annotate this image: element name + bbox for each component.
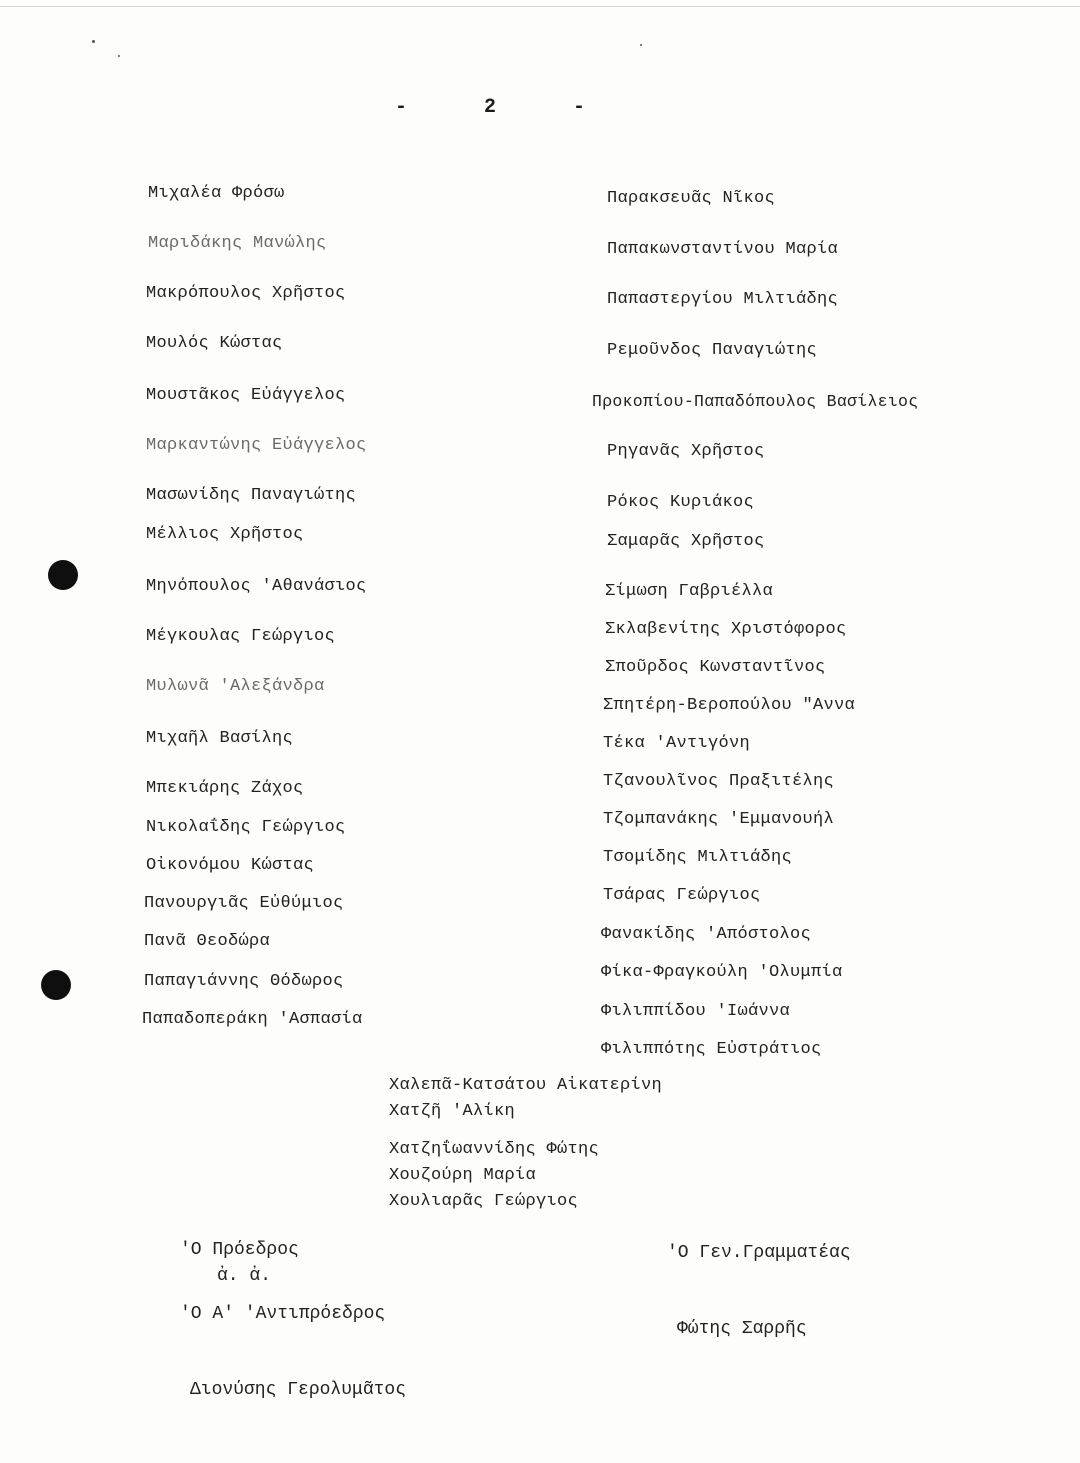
member-name: Παρακσευᾶς Νῖκος	[607, 189, 776, 208]
member-name: Ρηγανᾶς Χρῆστος	[607, 442, 765, 461]
member-name: Χαλεπᾶ-Κατσάτου Αἰκατερίνη	[389, 1076, 663, 1095]
member-name: Πανουργιᾶς Εὐθύμιος	[144, 894, 344, 913]
member-name: Σίμωση Γαβριέλλα	[605, 582, 774, 601]
member-name: Μαριδάκης Μανώλης	[148, 234, 327, 253]
member-name: Σκλαβενίτης Χριστόφορος	[605, 620, 847, 639]
member-name: Χατζῆ 'Αλίκη	[389, 1102, 516, 1121]
member-name: Φίκα-Φραγκούλη 'Ολυμπία	[601, 963, 843, 982]
member-name: Μηνόπουλος 'Αθανάσιος	[146, 577, 367, 596]
member-name: Μιχαῆλ Βασίλης	[146, 729, 294, 748]
secretary-title: 'Ο Γεν.Γραμματέας	[667, 1243, 851, 1263]
member-name: Παπαδοπεράκη 'Ασπασία	[142, 1010, 363, 1029]
member-name: Μπεκιάρης Ζάχος	[146, 779, 304, 798]
scan-edge	[0, 6, 1080, 7]
member-name: Τσομίδης Μιλτιάδης	[603, 848, 793, 867]
scan-speck	[118, 55, 120, 57]
member-name: Νικολαΐδης Γεώργιος	[146, 818, 346, 837]
secretary-name: Φώτης Σαρρῆς	[677, 1319, 807, 1339]
member-name: Μουλός Κώστας	[146, 334, 283, 353]
punch-hole	[41, 970, 71, 1000]
member-name: Σπητέρη-Βεροπούλου "Αννα	[603, 696, 856, 715]
member-name: Παπακωνσταντίνου Μαρία	[607, 240, 839, 259]
scan-speck	[640, 44, 642, 46]
member-name: Μαρκαντώνης Εὐάγγελος	[146, 436, 367, 455]
member-name: Τέκα 'Αντιγόνη	[603, 734, 751, 753]
scan-speck	[92, 40, 95, 43]
member-name: Σαμαρᾶς Χρῆστος	[607, 532, 765, 551]
member-name: Ρεμοῦνδος Παναγιώτης	[607, 341, 818, 360]
member-name: Μέγκουλας Γεώργιος	[146, 627, 336, 646]
president-abbrev: ἀ. ἀ.	[217, 1266, 272, 1286]
vice-president-title: 'Ο Α' 'Αντιπρόεδρος	[180, 1304, 386, 1324]
page-number-value: 2	[483, 96, 496, 119]
member-name: Παπαστεργίου Μιλτιάδης	[607, 290, 839, 309]
member-name: Σποῦρδος Κωνσταντῖνος	[605, 658, 826, 677]
member-name: Χουζούρη Μαρία	[389, 1166, 537, 1185]
page-number: - 2 -	[395, 96, 585, 119]
president-title: 'Ο Πρόεδρος	[180, 1240, 299, 1260]
member-name: Μουστᾶκος Εὐάγγελος	[146, 386, 346, 405]
member-name: Προκοπίου-Παπαδόπουλος Βασίλειος	[592, 392, 919, 411]
member-name: Παπαγιάννης Θόδωρος	[144, 972, 344, 991]
member-name: Οἰκονόμου Κώστας	[146, 856, 315, 875]
member-name: Φιλιππότης Εὐστράτιος	[601, 1040, 822, 1059]
member-name: Τσάρας Γεώργιος	[603, 886, 761, 905]
member-name: Μιχαλέα Φρόσω	[148, 184, 285, 203]
member-name: Ρόκος Κυριάκος	[607, 493, 755, 512]
member-name: Φιλιππίδου 'Ιωάννα	[601, 1002, 791, 1021]
member-name: Χουλιαρᾶς Γεώργιος	[389, 1192, 579, 1211]
member-name: Χατζηΐωαννίδης Φώτης	[389, 1140, 600, 1159]
member-name: Μυλωνᾶ 'Αλεξάνδρα	[146, 677, 325, 696]
member-name: Πανᾶ Θεοδώρα	[144, 932, 271, 951]
member-name: Τζομπανάκης 'Εμμανουήλ	[603, 810, 835, 829]
member-name: Μέλλιος Χρῆστος	[146, 525, 304, 544]
member-name: Τζανουλῖνος Πραξιτέλης	[603, 772, 835, 791]
member-name: Φανακίδης 'Απόστολος	[601, 925, 812, 944]
member-name: Μασωνίδης Παναγιώτης	[146, 486, 357, 505]
member-name: Μακρόπουλος Χρῆστος	[146, 284, 346, 303]
vice-president-name: Διονύσης Γερολυμᾶτος	[190, 1380, 407, 1400]
punch-hole	[48, 560, 78, 590]
